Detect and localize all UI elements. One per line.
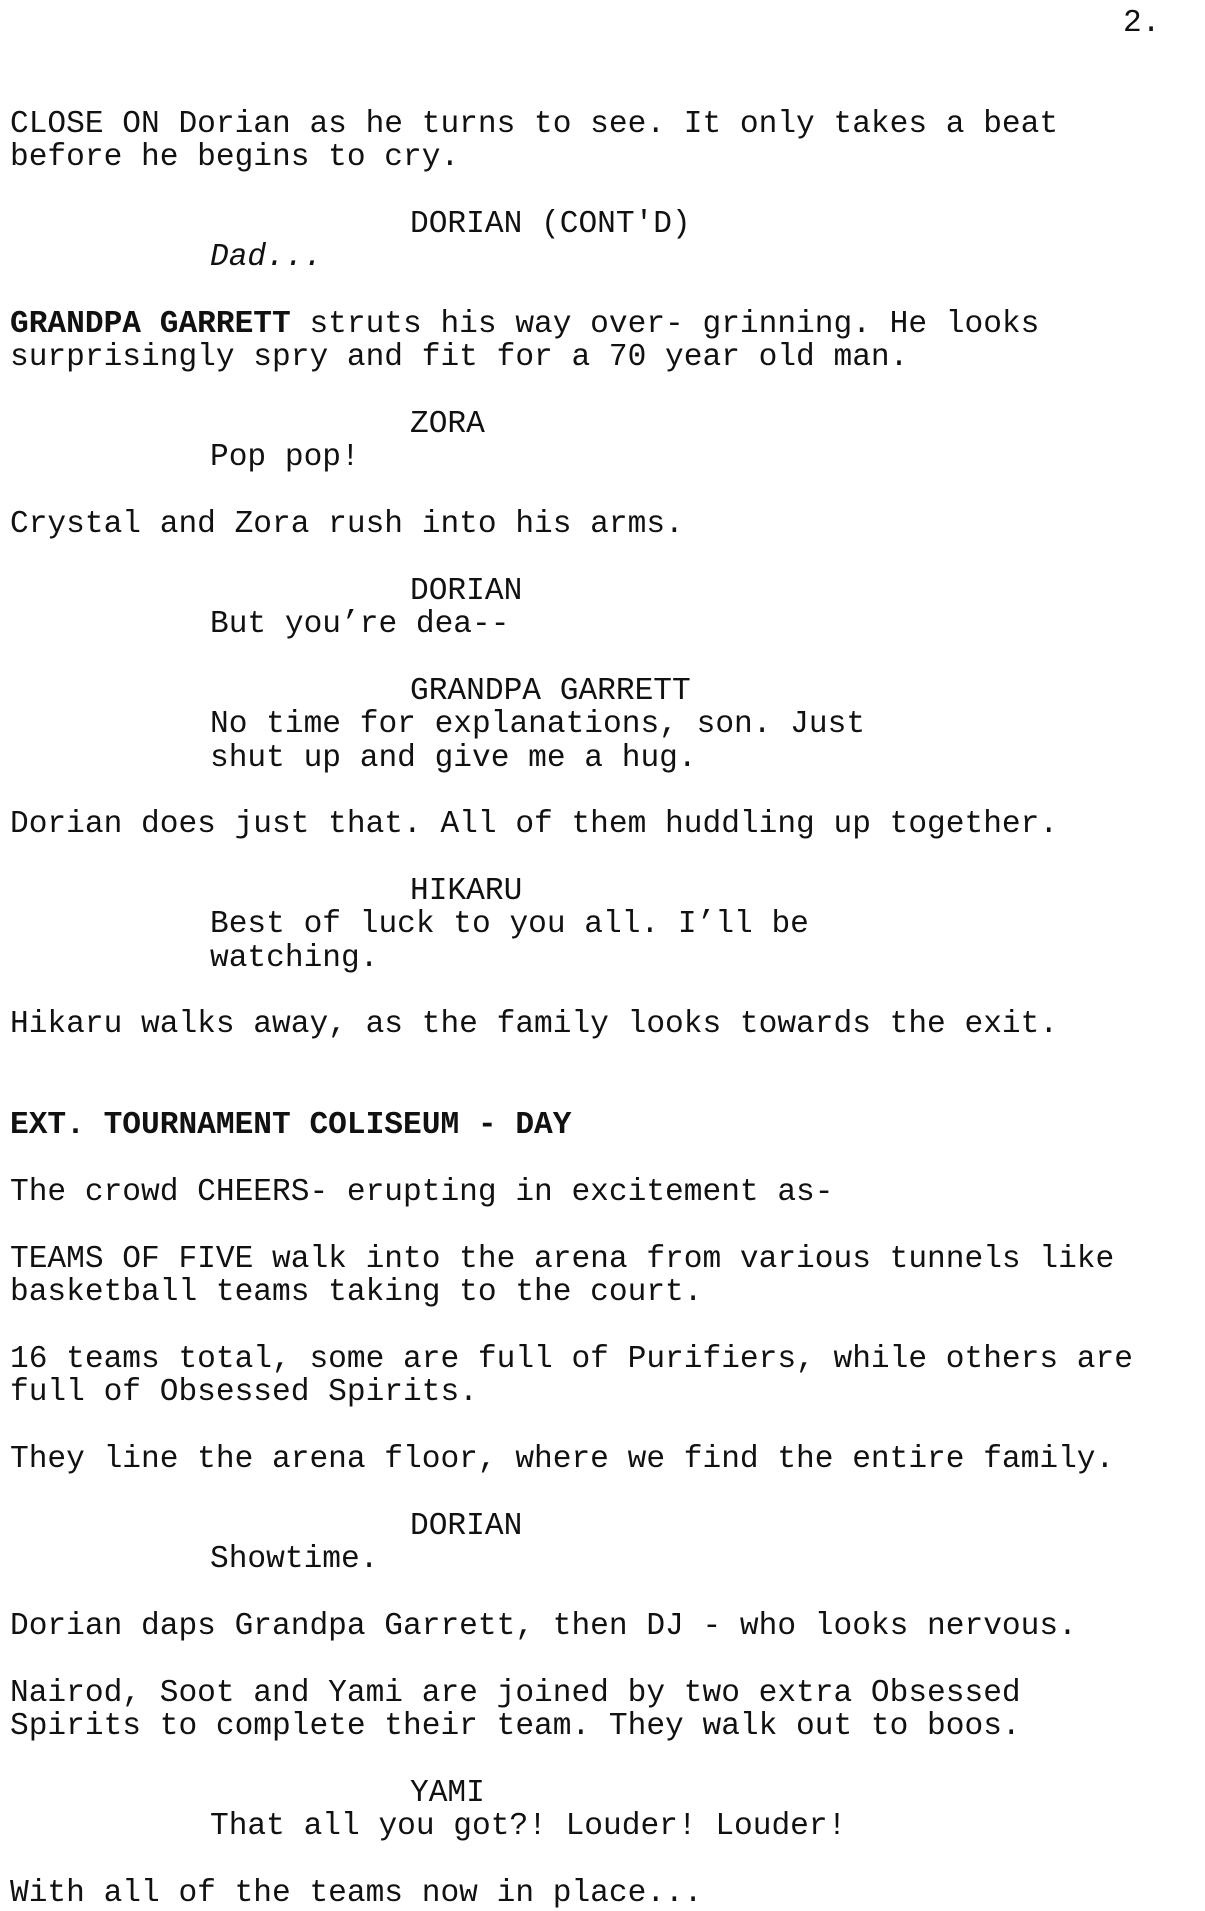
action-line: 16 teams total, some are full of Purifiers, while others are xyxy=(10,1342,1133,1377)
dialogue-line: Best of luck to you all. I’ll be xyxy=(210,907,809,942)
action-line: Dorian does just that. All of them huddling up together. xyxy=(10,807,1059,842)
character-intro: GRANDPA GARRETT xyxy=(10,307,291,342)
character-cue: DORIAN xyxy=(410,1509,523,1544)
character-cue: DORIAN xyxy=(410,574,523,609)
dialogue-line: shut up and give me a hug. xyxy=(210,741,697,776)
dialogue-line: Showtime. xyxy=(210,1542,379,1577)
action-line: Crystal and Zora rush into his arms. xyxy=(10,507,684,542)
action-line: basketball teams taking to the court. xyxy=(10,1275,703,1310)
action-line: Nairod, Soot and Yami are joined by two extra Obsessed xyxy=(10,1676,1021,1711)
character-cue: GRANDPA GARRETT xyxy=(410,674,691,709)
action-line: They line the arena floor, where we find the entire family. xyxy=(10,1442,1115,1477)
dialogue-line: Dad... xyxy=(210,240,323,275)
action-line: before he begins to cry. xyxy=(10,140,460,175)
character-cue: DORIAN (CONT'D) xyxy=(410,207,691,242)
action-line: surprisingly spry and fit for a 70 year old man. xyxy=(10,340,909,375)
dialogue-line: That all you got?! Louder! Louder! xyxy=(210,1809,847,1844)
action-line: full of Obsessed Spirits. xyxy=(10,1375,478,1410)
dialogue-line: watching. xyxy=(210,941,379,976)
action-line: CLOSE ON Dorian as he turns to see. It only takes a beat xyxy=(10,107,1059,142)
character-cue: ZORA xyxy=(410,407,485,442)
action-line: Hikaru walks away, as the family looks towards the exit. xyxy=(10,1007,1059,1042)
scene-heading: EXT. TOURNAMENT COLISEUM - DAY xyxy=(10,1108,572,1143)
action-text: struts his way over- grinning. He looks xyxy=(290,307,1040,342)
action-line: With all of the teams now in place... xyxy=(10,1876,703,1911)
action-line: Spirits to complete their team. They walk out to boos. xyxy=(10,1709,1021,1744)
dialogue-line: Pop pop! xyxy=(210,440,360,475)
character-cue: HIKARU xyxy=(410,874,523,909)
action-line: TEAMS OF FIVE walk into the arena from various tunnels like xyxy=(10,1242,1115,1277)
character-cue: YAMI xyxy=(410,1776,485,1811)
action-line: The crowd CHEERS- erupting in excitement as- xyxy=(10,1175,834,1210)
dialogue-line: But you’re dea-- xyxy=(210,607,510,642)
action-line: Dorian daps Grandpa Garrett, then DJ - who looks nervous. xyxy=(10,1609,1077,1644)
page-number: 2. xyxy=(1123,6,1161,41)
dialogue-line: No time for explanations, son. Just xyxy=(210,707,866,742)
action-line xyxy=(10,308,1039,342)
